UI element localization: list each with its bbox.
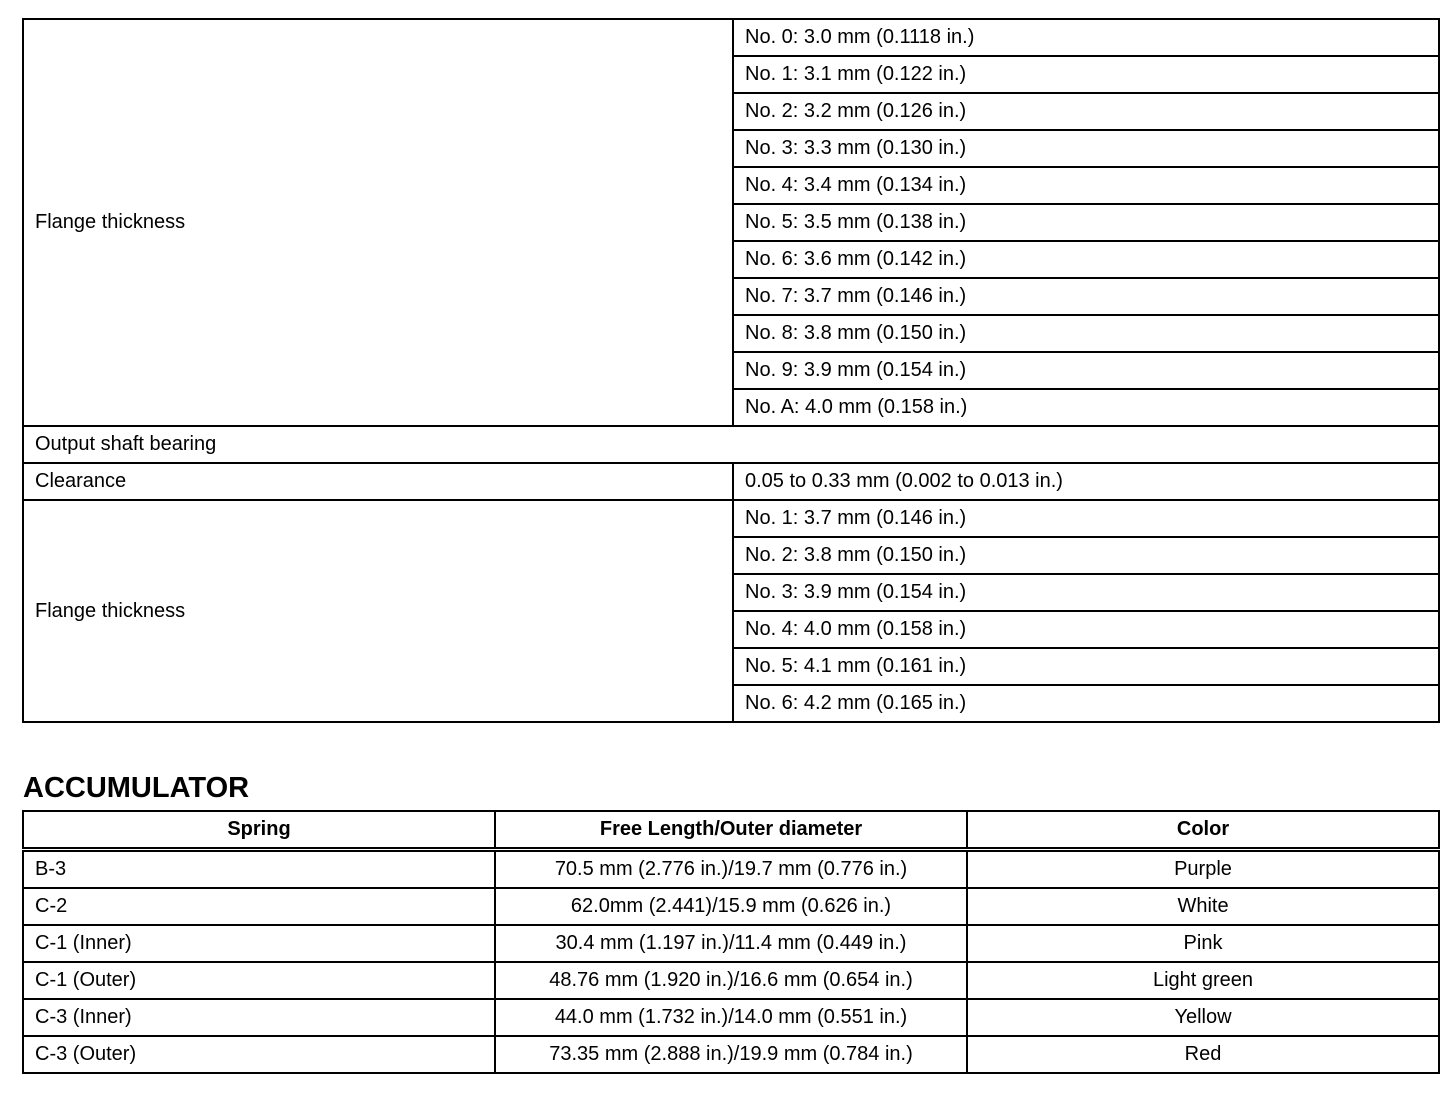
table-row — [23, 19, 1439, 56]
value-cell: No. A: 4.0 mm (0.158 in.) — [733, 389, 1439, 426]
row-label: Flange thickness — [23, 500, 733, 722]
table-row — [23, 962, 1439, 999]
table-row — [23, 888, 1439, 925]
section-label: Output shaft bearing — [23, 426, 1439, 463]
row-label: Clearance — [23, 463, 733, 500]
color-cell: Light green — [967, 962, 1439, 999]
value-cell: No. 7: 3.7 mm (0.146 in.) — [733, 278, 1439, 315]
value-cell: No. 6: 3.6 mm (0.142 in.) — [733, 241, 1439, 278]
spring-cell: B-3 — [23, 850, 495, 889]
header-free-length: Free Length/Outer diameter — [495, 811, 967, 850]
table-row — [23, 999, 1439, 1036]
row-label: Flange thickness — [23, 19, 733, 426]
section-title: ACCUMULATOR — [23, 772, 250, 804]
color-cell: White — [967, 888, 1439, 925]
value-cell: No. 5: 4.1 mm (0.161 in.) — [733, 648, 1439, 685]
table-row — [23, 500, 1439, 537]
header-row — [23, 811, 1439, 850]
value-cell: No. 2: 3.8 mm (0.150 in.) — [733, 537, 1439, 574]
free-length-cell: 73.35 mm (2.888 in.)/19.9 mm (0.784 in.) — [495, 1036, 967, 1073]
value-cell: No. 8: 3.8 mm (0.150 in.) — [733, 315, 1439, 352]
value-cell: No. 9: 3.9 mm (0.154 in.) — [733, 352, 1439, 389]
value-cell: No. 4: 4.0 mm (0.158 in.) — [733, 611, 1439, 648]
header-spring: Spring — [23, 811, 495, 850]
value-cell: No. 0: 3.0 mm (0.1118 in.) — [733, 19, 1439, 56]
value-cell: No. 5: 3.5 mm (0.138 in.) — [733, 204, 1439, 241]
color-cell: Pink — [967, 925, 1439, 962]
free-length-cell: 44.0 mm (1.732 in.)/14.0 mm (0.551 in.) — [495, 999, 967, 1036]
spec-table — [22, 18, 1440, 723]
spring-cell: C-2 — [23, 888, 495, 925]
value-cell: No. 1: 3.7 mm (0.146 in.) — [733, 500, 1439, 537]
free-length-cell: 48.76 mm (1.920 in.)/16.6 mm (0.654 in.) — [495, 962, 967, 999]
spring-cell: C-1 (Outer) — [23, 962, 495, 999]
header-color: Color — [967, 811, 1439, 850]
table-row — [23, 426, 1439, 463]
spring-cell: C-1 (Inner) — [23, 925, 495, 962]
free-length-cell: 70.5 mm (2.776 in.)/19.7 mm (0.776 in.) — [495, 850, 967, 889]
color-cell: Purple — [967, 850, 1439, 889]
value-cell: No. 4: 3.4 mm (0.134 in.) — [733, 167, 1439, 204]
value-cell: 0.05 to 0.33 mm (0.002 to 0.013 in.) — [733, 463, 1439, 500]
table-row — [23, 850, 1439, 889]
spring-cell: C-3 (Outer) — [23, 1036, 495, 1073]
spring-cell: C-3 (Inner) — [23, 999, 495, 1036]
value-cell: No. 6: 4.2 mm (0.165 in.) — [733, 685, 1439, 722]
accumulator-table — [22, 810, 1440, 1074]
value-cell: No. 1: 3.1 mm (0.122 in.) — [733, 56, 1439, 93]
table-row — [23, 1036, 1439, 1073]
color-cell: Yellow — [967, 999, 1439, 1036]
table-row — [23, 463, 1439, 500]
free-length-cell: 30.4 mm (1.197 in.)/11.4 mm (0.449 in.) — [495, 925, 967, 962]
free-length-cell: 62.0mm (2.441)/15.9 mm (0.626 in.) — [495, 888, 967, 925]
table-row — [23, 925, 1439, 962]
value-cell: No. 3: 3.3 mm (0.130 in.) — [733, 130, 1439, 167]
value-cell: No. 3: 3.9 mm (0.154 in.) — [733, 574, 1439, 611]
value-cell: No. 2: 3.2 mm (0.126 in.) — [733, 93, 1439, 130]
color-cell: Red — [967, 1036, 1439, 1073]
